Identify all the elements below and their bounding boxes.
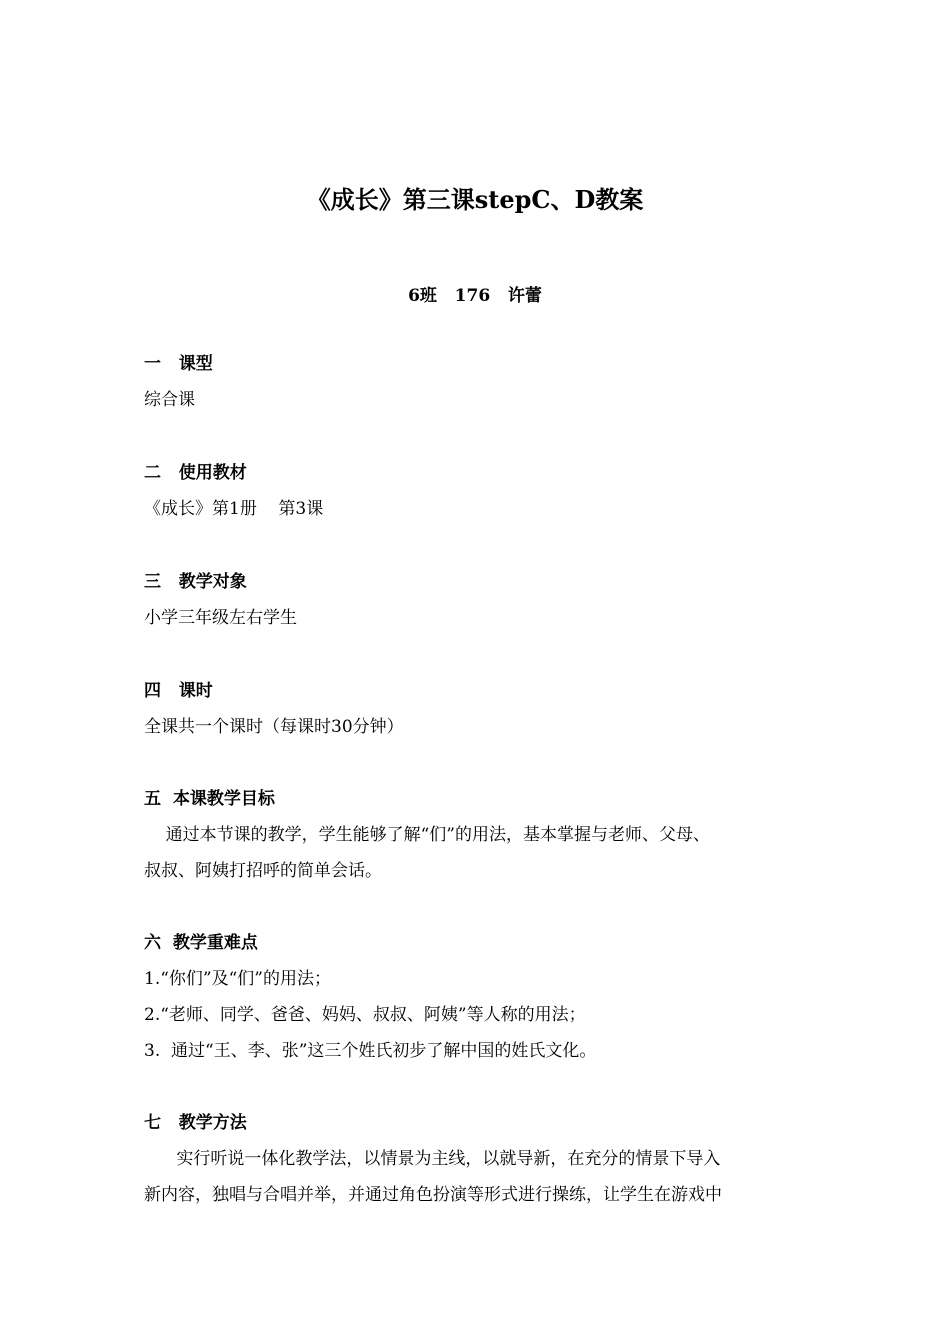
list-item: 3. 通过“王、李、张”这三个姓氏初步了解中国的姓氏文化。	[144, 1041, 597, 1061]
section-objectives	[144, 787, 814, 889]
section-content: 小学三年级左右学生	[144, 608, 297, 628]
section-key-points	[144, 931, 814, 1069]
section-heading: 六 教学重难点	[144, 933, 258, 953]
section-textbook	[144, 461, 814, 521]
paragraph-line: 叔叔、阿姨打招呼的简单会话。	[144, 861, 382, 881]
section-audience	[144, 570, 814, 630]
list-item: 1.“你们”及“们”的用法；	[144, 969, 331, 989]
section-content: 综合课	[144, 390, 195, 410]
paragraph-line: 通过本节课的教学，学生能够了解“们”的用法，基本掌握与老师、父母、	[144, 825, 710, 845]
section-content: 《成长》第1册 第3课	[144, 499, 324, 519]
section-heading: 三 教学对象	[144, 572, 247, 592]
section-methods	[144, 1111, 814, 1213]
list-item: 2.“老师、同学、爸爸、妈妈、叔叔、阿姨”等人称的用法；	[144, 1005, 586, 1025]
section-class-hours	[144, 679, 814, 739]
section-heading: 七 教学方法	[144, 1113, 247, 1133]
section-lesson-type	[144, 352, 814, 412]
section-heading: 四 课时	[144, 681, 213, 701]
section-heading: 一 课型	[144, 354, 213, 374]
section-heading: 五 本课教学目标	[144, 789, 275, 809]
paragraph-line: 实行听说一体化教学法，以情景为主线，以就导新，在充分的情景下导入	[144, 1149, 721, 1169]
paragraph-line: 新内容，独唱与合唱并举，并通过角色扮演等形式进行操练，让学生在游戏中	[144, 1185, 722, 1205]
document-title: 《成长》第三课stepC、D教案	[306, 185, 644, 214]
author-line: 6班 176 许蕾	[408, 286, 542, 306]
section-heading: 二 使用教材	[144, 463, 247, 483]
section-content: 全课共一个课时（每课时30分钟）	[144, 717, 404, 737]
